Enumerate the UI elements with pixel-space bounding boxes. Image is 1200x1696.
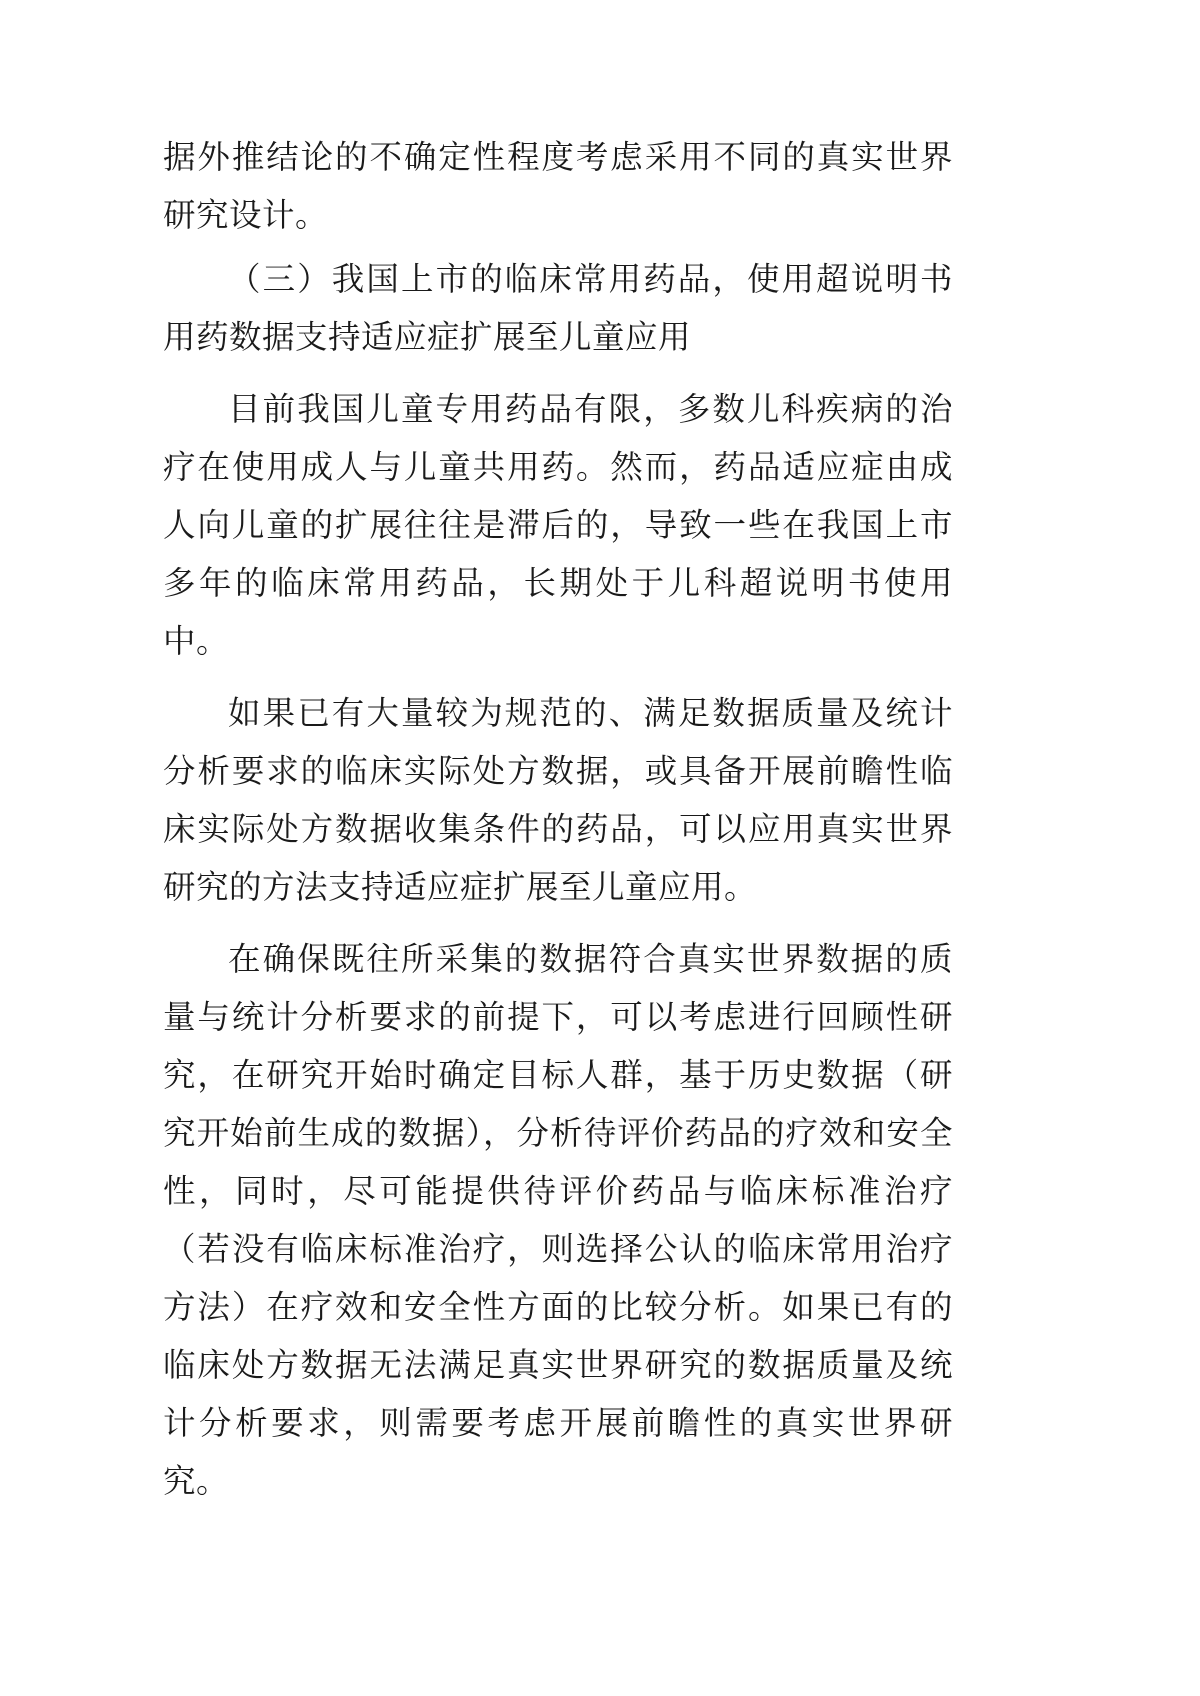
- paragraph-spacer: [163, 916, 953, 930]
- paragraph-body-2: 如果已有大量较为规范的、满足数据质量及统计分析要求的临床实际处方数据，或具备开展前瞻性临床实际处方数据收集条件的药品，可以应用真实世界研究的方法支持适应症扩展至儿童应用。: [163, 694, 953, 906]
- section-heading-3: （三）我国上市的临床常用药品，使用超说明书用药数据支持适应症扩展至儿童应用: [163, 260, 953, 356]
- paragraph-continued: 据外推结论的不确定性程度考虑采用不同的真实世界研究设计。: [163, 138, 953, 234]
- document-body: [163, 128, 953, 1510]
- paragraph-spacer: [163, 366, 953, 380]
- paragraph-spacer: [163, 670, 953, 684]
- paragraph-body-3: 在确保既往所采集的数据符合真实世界数据的质量与统计分析要求的前提下，可以考虑进行回顾性研究，在研究开始时确定目标人群，基于历史数据（研究开始前生成的数据），分析待评价药品的疗效和安全性，同时，尽可能提供待评价药品与临床标准治疗（若没有临床标准治疗，则选择公认的临床常用治疗方法）在疗效和安全性方面的比较分析。如果已有的临床处方数据无法满足真实世界研究的数据质量及统计分析要求，则需要考虑开展前瞻性的真实世界研究。: [163, 940, 953, 1500]
- paragraph-body-1: 目前我国儿童专用药品有限，多数儿科疾病的治疗在使用成人与儿童共用药。然而，药品适应症由成人向儿童的扩展往往是滞后的，导致一些在我国上市多年的临床常用药品，长期处于儿科超说明书使用中。: [163, 390, 953, 660]
